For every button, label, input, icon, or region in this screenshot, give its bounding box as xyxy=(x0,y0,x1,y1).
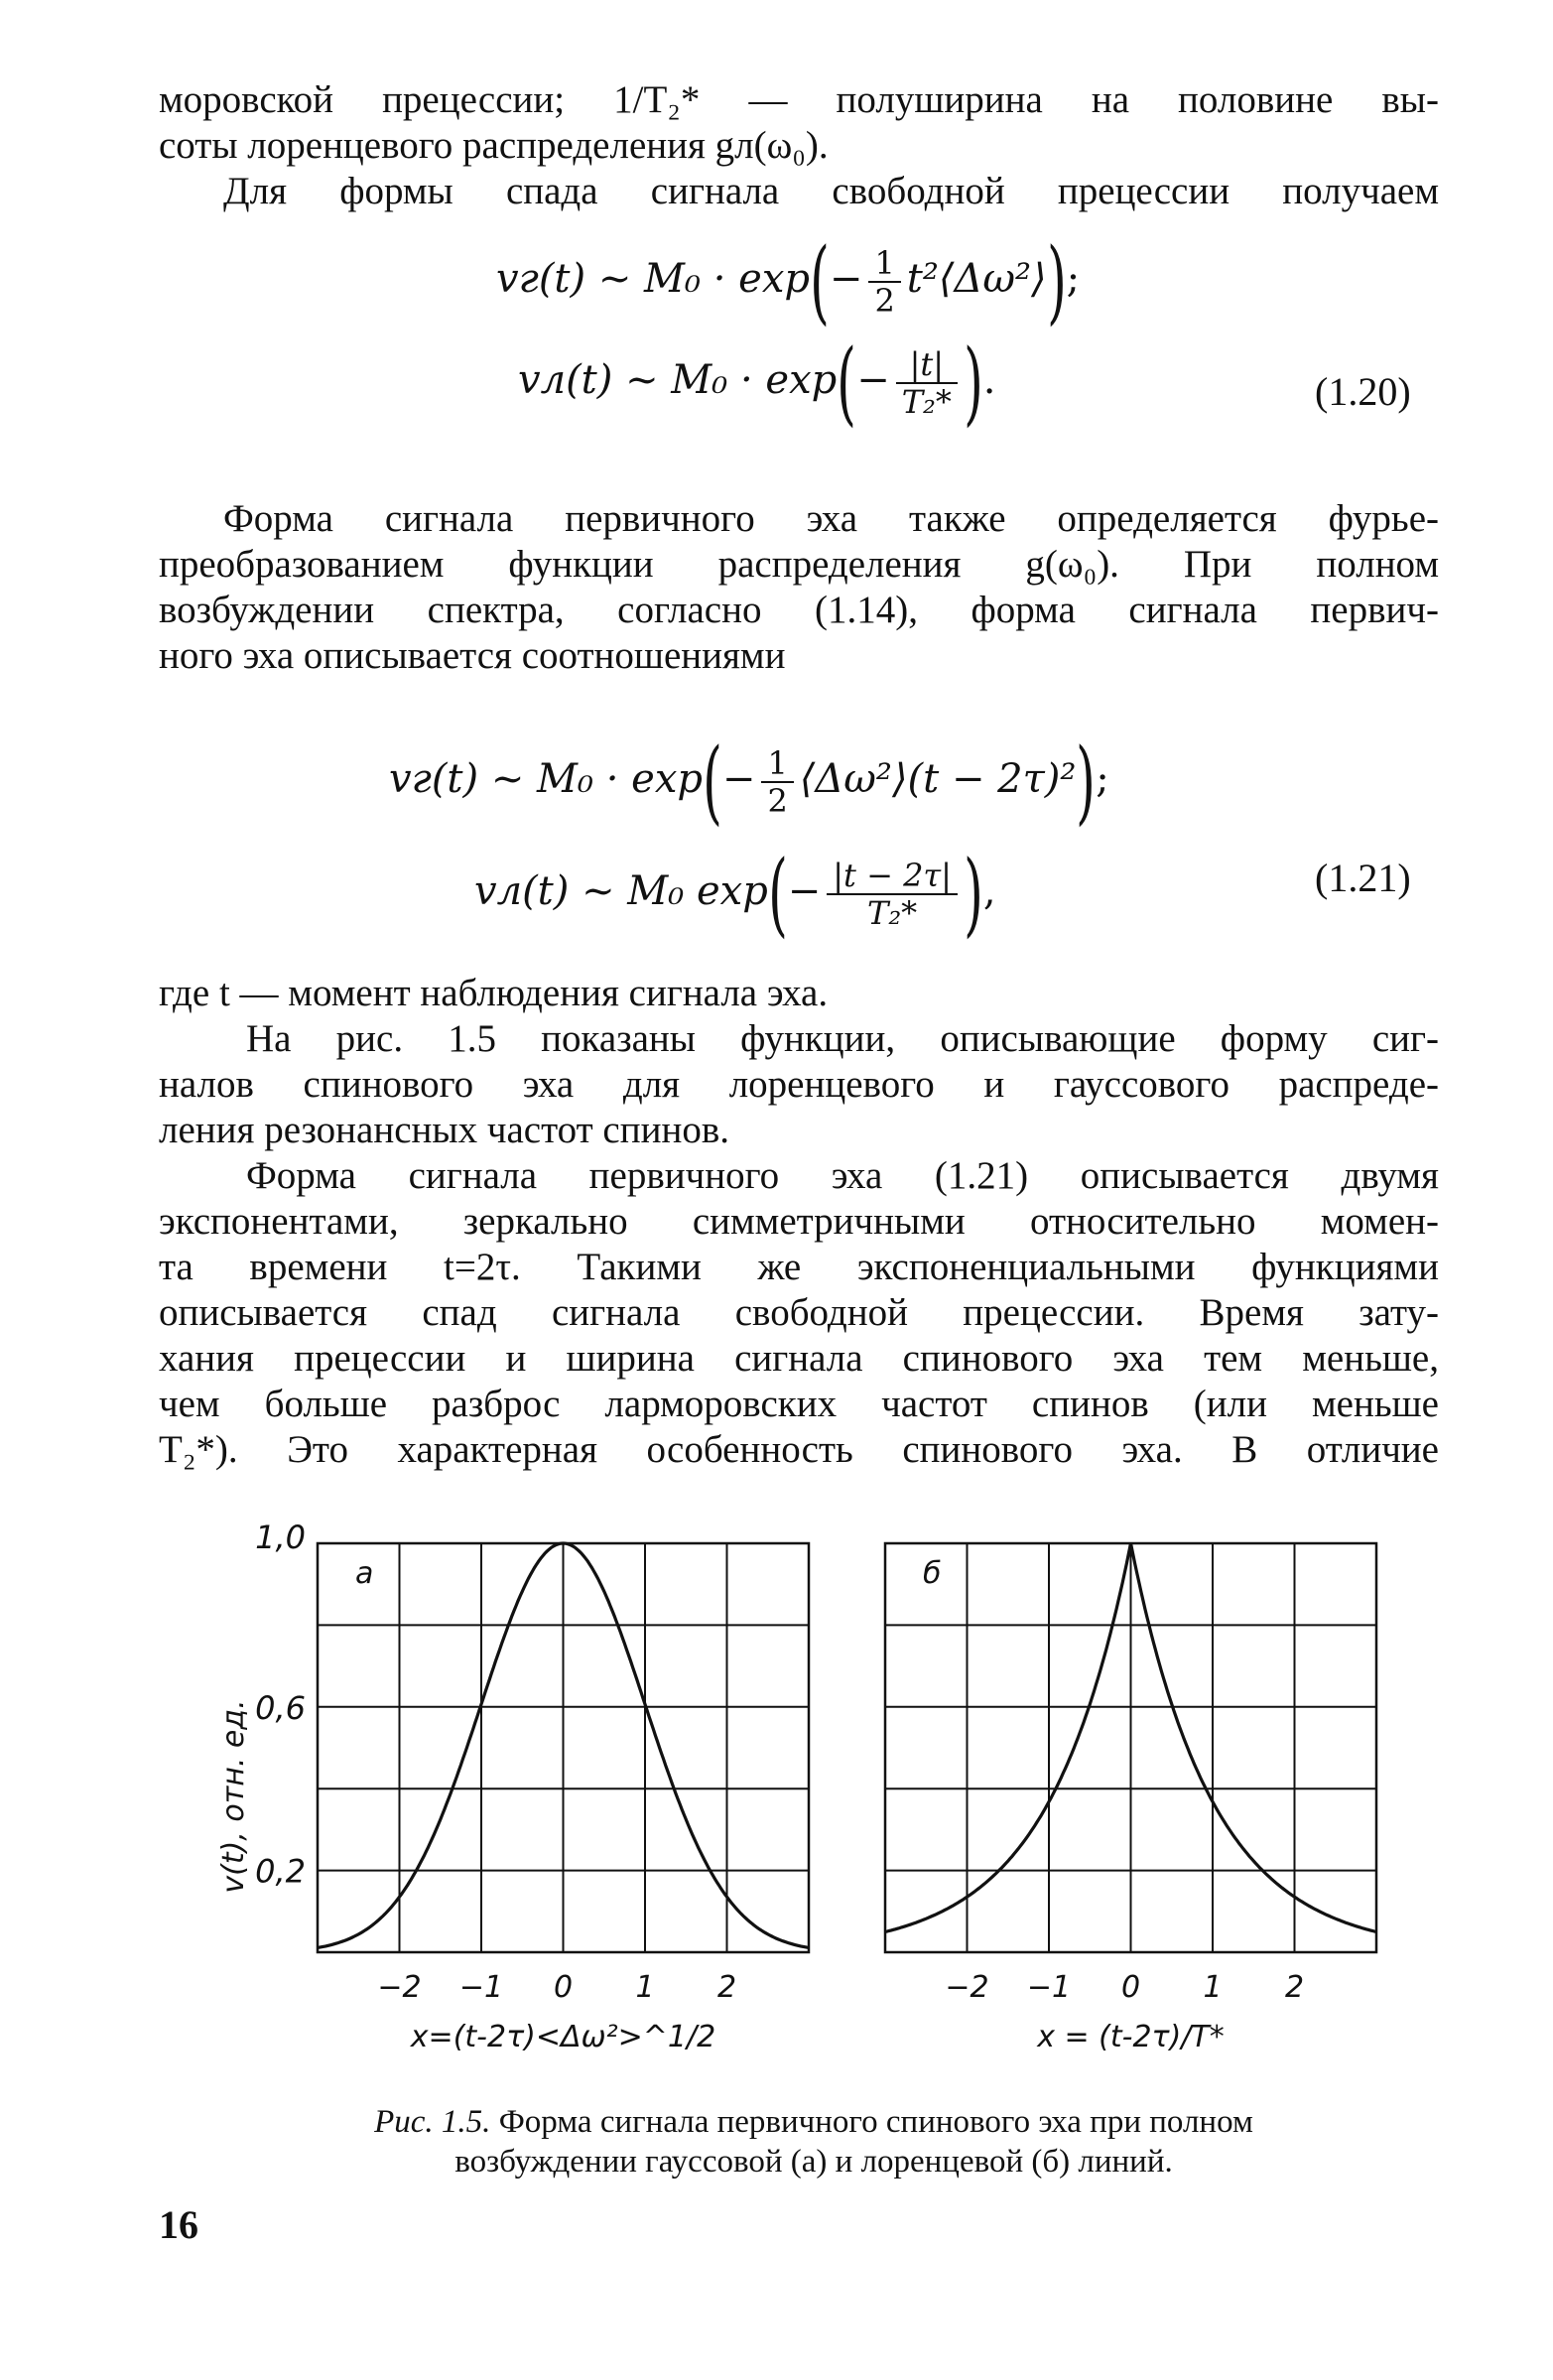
fraction-numerator: 1 xyxy=(761,745,793,783)
eq-sign: − xyxy=(829,256,863,302)
x-tick-label: −2 xyxy=(377,1970,422,2005)
paren-left: ( xyxy=(837,330,857,436)
paren-left: ( xyxy=(810,228,830,334)
paren-right: ) xyxy=(963,841,983,947)
eq-term: t²⟨Δω²⟩ xyxy=(906,256,1047,302)
text-line: T₂*). Это характерная особенность спинового эха. В отличие xyxy=(159,1428,1439,1471)
text-line: где t — момент наблюдения сигнала эха. xyxy=(159,972,829,1014)
text-line: ного эха описывается соотношениями xyxy=(159,634,786,677)
y-tick-label: 1,0 xyxy=(255,1519,306,1556)
text-line: преобразованием функции распределения g(ω₀). При полном xyxy=(159,543,1439,586)
panel-label: б xyxy=(923,1556,942,1591)
equation-1-21-line-1 xyxy=(389,728,1109,835)
text-line: налов спинового эха для лоренцевого и гауссового распреде- xyxy=(159,1063,1439,1106)
caption-line-1 xyxy=(218,2102,1409,2142)
text-line: На рис. 1.5 показаны функции, описывающие форму сиг- xyxy=(246,1017,1439,1060)
fraction-denominator: 2 xyxy=(874,282,895,320)
fraction xyxy=(896,346,958,420)
x-tick-label: 1 xyxy=(1203,1970,1223,2005)
page-number: 16 xyxy=(159,2202,198,2247)
x-tick-label: 0 xyxy=(553,1970,574,2005)
y-tick-label: 0,6 xyxy=(255,1688,306,1727)
x-tick-label: 0 xyxy=(1120,1970,1141,2005)
text-line: та времени t=2τ. Такими же экспоненциальными функциями xyxy=(159,1246,1439,1288)
fraction-denominator: 2 xyxy=(767,782,788,820)
paren-left: ( xyxy=(767,841,788,947)
text-line: экспонентами, зеркально симметричными относительно момен- xyxy=(159,1200,1439,1243)
equation-1-20-line-1 xyxy=(496,228,1081,334)
fraction xyxy=(868,245,900,319)
fraction-denominator: T₂* xyxy=(867,894,918,932)
x-axis-label: x = (t-2τ)/T* xyxy=(1037,2020,1225,2054)
fraction-denominator: T₂* xyxy=(901,383,952,421)
equation-1-20-line-2 xyxy=(518,330,996,436)
paren-right: ) xyxy=(1046,228,1067,334)
x-tick-label: −1 xyxy=(1026,1970,1072,2005)
x-tick-label: 2 xyxy=(716,1970,737,2005)
eq-punct: ; xyxy=(1096,756,1109,802)
panel-label: а xyxy=(355,1556,374,1591)
eq-term: ⟨Δω²⟩(t − 2τ)² xyxy=(799,756,1077,802)
text-line: соты лоренцевого распределения gл(ω₀). xyxy=(159,124,829,167)
equation-number: (1.21) xyxy=(1315,856,1411,900)
paren-right: ) xyxy=(1076,728,1097,835)
x-tick-label: −1 xyxy=(458,1970,504,2005)
eq-punct: ; xyxy=(1066,256,1081,302)
eq-lhs: vл(t) ~ M₀ · exp xyxy=(518,357,838,403)
eq-sign: − xyxy=(787,868,822,914)
eq-punct: . xyxy=(982,357,996,403)
fraction-numerator: |t − 2τ| xyxy=(827,858,958,895)
x-axis-label: x=(t-2τ)<Δω²>^1/2 xyxy=(410,2020,716,2054)
y-axis-label: v(t), отн. ед. xyxy=(216,1699,251,1894)
eq-sign: − xyxy=(721,756,756,802)
figure-1-5 xyxy=(0,1499,1553,2054)
text-line: Форма сигнала первичного эха также определяется фурье- xyxy=(223,497,1439,540)
figure-caption xyxy=(218,2102,1409,2182)
fraction xyxy=(827,858,958,931)
text-line: хания прецессии и ширина сигнала спинового эха тем меньше, xyxy=(159,1337,1439,1380)
eq-sign: − xyxy=(856,357,890,403)
fraction-numerator: |t| xyxy=(896,346,958,384)
paren-right: ) xyxy=(963,330,983,436)
text-line: моровской прецессии; 1/T₂* — полуширина на половине вы- xyxy=(159,78,1439,121)
eq-lhs: vл(t) ~ M₀ exp xyxy=(474,868,768,914)
eq-lhs: vг(t) ~ M₀ · exp xyxy=(389,756,704,802)
paren-left: ( xyxy=(703,728,722,835)
text-line: чем больше разброс ларморовских частот спинов (или меньше xyxy=(159,1383,1439,1425)
x-tick-label: −2 xyxy=(945,1970,989,2005)
text-line: возбуждении спектра, согласно (1.14), форма сигнала первич- xyxy=(159,589,1439,631)
caption-line-2: возбуждении гауссовой (а) и лоренцевой (б) линий. xyxy=(454,2144,1173,2180)
fraction xyxy=(761,745,793,819)
equation-number: (1.20) xyxy=(1315,369,1411,414)
text-line: Форма сигнала первичного эха (1.21) описывается двумя xyxy=(246,1154,1439,1197)
fraction-numerator: 1 xyxy=(868,245,900,283)
text-line: описывается спад сигнала свободной прецессии. Время зату- xyxy=(159,1291,1439,1334)
x-tick-label: 1 xyxy=(635,1970,655,2005)
y-tick-label: 0,2 xyxy=(255,1852,306,1891)
x-tick-label: 2 xyxy=(1284,1970,1305,2005)
text-line: ления резонансных частот спинов. xyxy=(159,1109,729,1151)
eq-lhs: vг(t) ~ M₀ · exp xyxy=(496,256,811,302)
eq-punct: , xyxy=(982,868,996,914)
caption-label: Рис. 1.5. xyxy=(374,2104,491,2140)
equation-1-21-line-2 xyxy=(474,841,996,947)
caption-text: Форма сигнала первичного спинового эха при полном xyxy=(498,2104,1253,2140)
text-line: Для формы спада сигнала свободной прецессии получаем xyxy=(223,170,1439,212)
